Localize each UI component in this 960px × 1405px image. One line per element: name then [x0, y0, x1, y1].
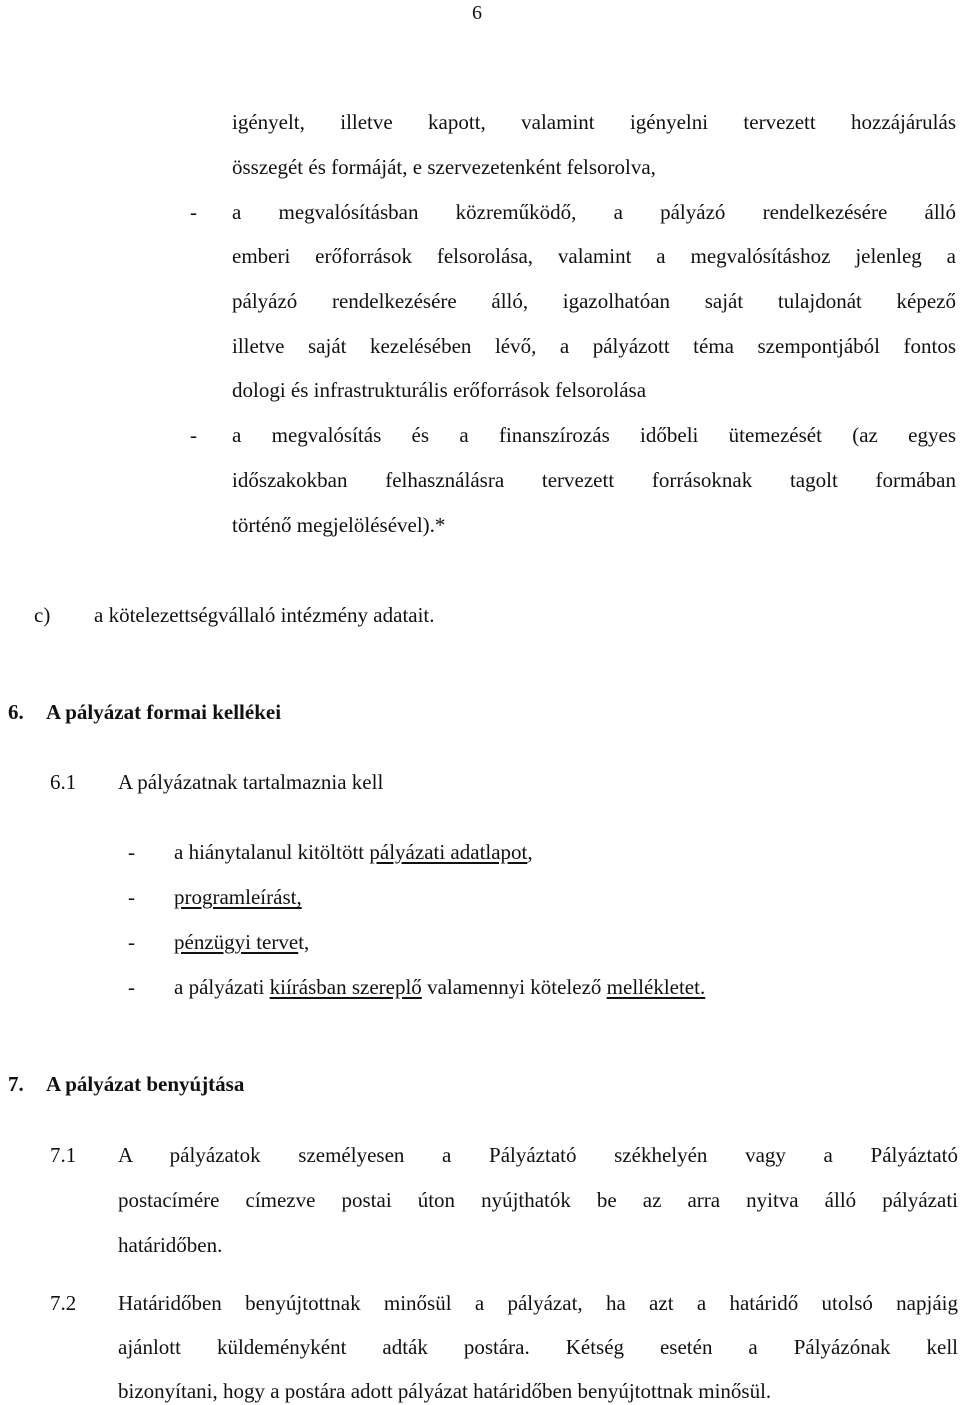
- requirement-1-prefix: a hiánytalanul kitöltött: [174, 840, 370, 864]
- bullet-1-line-5: dologi és infrastrukturális erőforrások felsorolása: [232, 378, 647, 402]
- bullet-2-line-2: időszakokban felhasználásra tervezett forrásoknak tagolt formában: [232, 468, 956, 492]
- subsection-7-2-line-1: Határidőben benyújtottnak minősül a pályázat, ha azt a határidő utolsó napjáig: [118, 1291, 958, 1315]
- subsection-7-1-line-2: postacímére címezve postai úton nyújthatók be az arra nyitva álló pályázati: [118, 1188, 958, 1212]
- section-6-number: 6.: [8, 700, 24, 724]
- subsection-7-2-number: 7.2: [50, 1291, 77, 1315]
- subsection-7-2-line-2: ajánlott küldeményként adták postára. Kétség esetén a Pályázónak kell: [118, 1335, 958, 1359]
- continuation-line-2: összegét és formáját, e szervezetenként felsorolva,: [232, 155, 656, 179]
- subsection-6-1-number: 6.1: [50, 770, 77, 794]
- bullet-dash-1: -: [190, 200, 197, 224]
- requirement-dash-4: -: [128, 975, 135, 999]
- requirement-4-middle: valamennyi kötelező: [421, 975, 607, 999]
- subsection-6-1-text: A pályázatnak tartalmaznia kell: [118, 770, 384, 794]
- bullet-1-line-1: a megvalósításban közreműködő, a pályázó rendelkezésére álló: [232, 200, 956, 224]
- section-6-heading: [8, 700, 281, 724]
- requirement-1-suffix: ,: [527, 840, 533, 864]
- subsection-7-1-line-1: A pályázatok személyesen a Pályáztató székhelyén vagy a Pályáztató: [118, 1143, 958, 1167]
- requirement-4-link-2: mellékletet.: [606, 975, 706, 999]
- bullet-1-line-4: illetve saját kezelésében lévő, a pályázott téma szempontjából fontos: [232, 334, 956, 358]
- section-6-title: A pályázat formai kellékei: [46, 700, 282, 724]
- item-c-label: c): [34, 603, 51, 627]
- requirement-dash-1: -: [128, 840, 135, 864]
- item-c-text: a kötelezettségvállaló intézmény adatait.: [94, 603, 435, 627]
- section-7-title: A pályázat benyújtása: [46, 1072, 245, 1096]
- requirement-3-link: pénzügyi terve: [174, 930, 299, 954]
- requirement-4-link-1: kiírásban szereplő: [269, 975, 422, 999]
- subsection-7-2-line-3: bizonyítani, hogy a postára adott pályázat határidőben benyújtottnak minősül.: [118, 1379, 772, 1403]
- page-number: 6: [472, 2, 482, 24]
- requirement-4: [174, 975, 705, 999]
- requirement-2-link: programleírást,: [174, 885, 302, 909]
- subsection-7-1-line-3: határidőben.: [118, 1233, 223, 1257]
- requirement-3-suffix: t,: [298, 930, 310, 954]
- requirement-dash-2: -: [128, 885, 135, 909]
- requirement-4-prefix: a pályázati: [174, 975, 270, 999]
- bullet-2-line-1: a megvalósítás és a finanszírozás időbeli ütemezését (az egyes: [232, 423, 956, 447]
- section-7-heading: [8, 1072, 244, 1096]
- continuation-line-1: igényelt, illetve kapott, valamint igényelni tervezett hozzájárulás: [232, 110, 956, 134]
- requirement-3: [174, 930, 309, 954]
- bullet-dash-2: -: [190, 423, 197, 447]
- requirement-1: [174, 840, 533, 864]
- subsection-7-1-number: 7.1: [50, 1143, 77, 1167]
- bullet-2-line-3: történő megjelölésével).*: [232, 513, 446, 537]
- requirement-2: [174, 885, 302, 909]
- requirement-1-link: pályázati adatlapot: [369, 840, 528, 864]
- requirement-dash-3: -: [128, 930, 135, 954]
- bullet-1-line-2: emberi erőforrások felsorolása, valamint a megvalósításhoz jelenleg a: [232, 244, 956, 268]
- section-7-number: 7.: [8, 1072, 24, 1096]
- bullet-1-line-3: pályázó rendelkezésére álló, igazolhatóan saját tulajdonát képező: [232, 289, 956, 313]
